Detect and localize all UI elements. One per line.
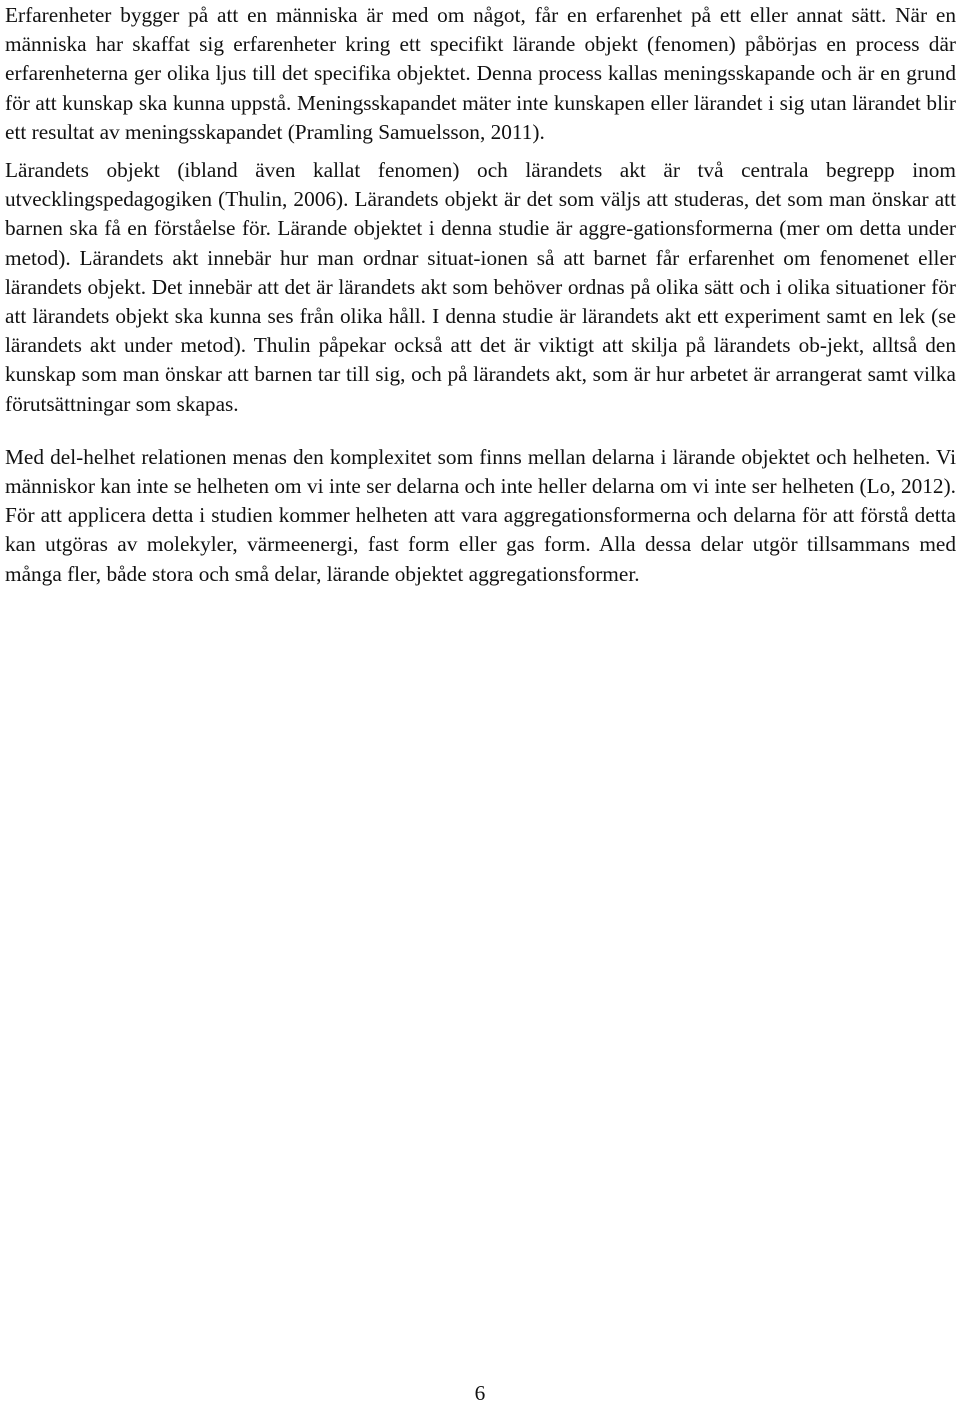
paragraph-larandets-objekt: Lärandets objekt (ibland även kallat fenomen) och lärandets akt är två centrala begrepp inom utvecklingspedagogiken (Thulin, 2006). Lärandets objekt är det som väljs att studeras, det som man önskar att barnen ska få en förståelse för. Lärande objektet i denna studie är aggre-gationsformerna (mer om detta under metod). Lärandets akt innebär hur man ordnar situat-ionen så att barnet får erfarenhet om fenomenet eller lärandets objekt. Det innebär att det är lärandets akt som behöver ordnas på olika sätt och i olika situationer för att lärandets objekt ska kunna ses från olika håll. I denna studie är lärandets akt ett experiment samt en lek (se lärandets akt under metod). Thulin påpekar också att det är viktigt att skilja på lärandets ob-jekt, alltså den kunskap som man önskar att barnen tar till sig, och på lärandets akt, som är hur arbetet är arrangerat samt vilka förutsättningar som skapas. (5, 158, 956, 416)
paragraph-erfarenheter: Erfarenheter bygger på att en människa är med om något, får en erfarenhet på ett eller annat sätt. När en människa har skaffat sig erfarenheter kring ett specifikt lärande objekt (fenomen) påbörjas en process där erfarenheterna ger olika ljus till det specifika objektet. Denna process kallas meningsskapande och är en grund för att kunskap ska kunna uppstå. Meningsskapandet mäter inte kunskapen eller lärandet i sig utan lärandet blir ett resultat av meningsskapandet (Pramling Samuelsson, 2011). (5, 3, 956, 144)
page-number: 6 (474, 1381, 486, 1405)
paragraph-del-helhet: Med del-helhet relationen menas den komplexitet som finns mellan delarna i lärande objektet och helheten. Vi människor kan inte se helheten om vi inte ser delarna och inte heller delarna om vi inte ser helheten (Lo, 2012). För att applicera detta i studien kommer helheten att vara aggregationsformerna och delarna för att förstå detta kan utgöras av molekyler, värmeenergi, fast form eller gas form. Alla dessa delar utgör tillsammans med många fler, både stora och små delar, lärande objektet aggregationsformer. (5, 444, 956, 586)
body-text (5, 0, 956, 589)
